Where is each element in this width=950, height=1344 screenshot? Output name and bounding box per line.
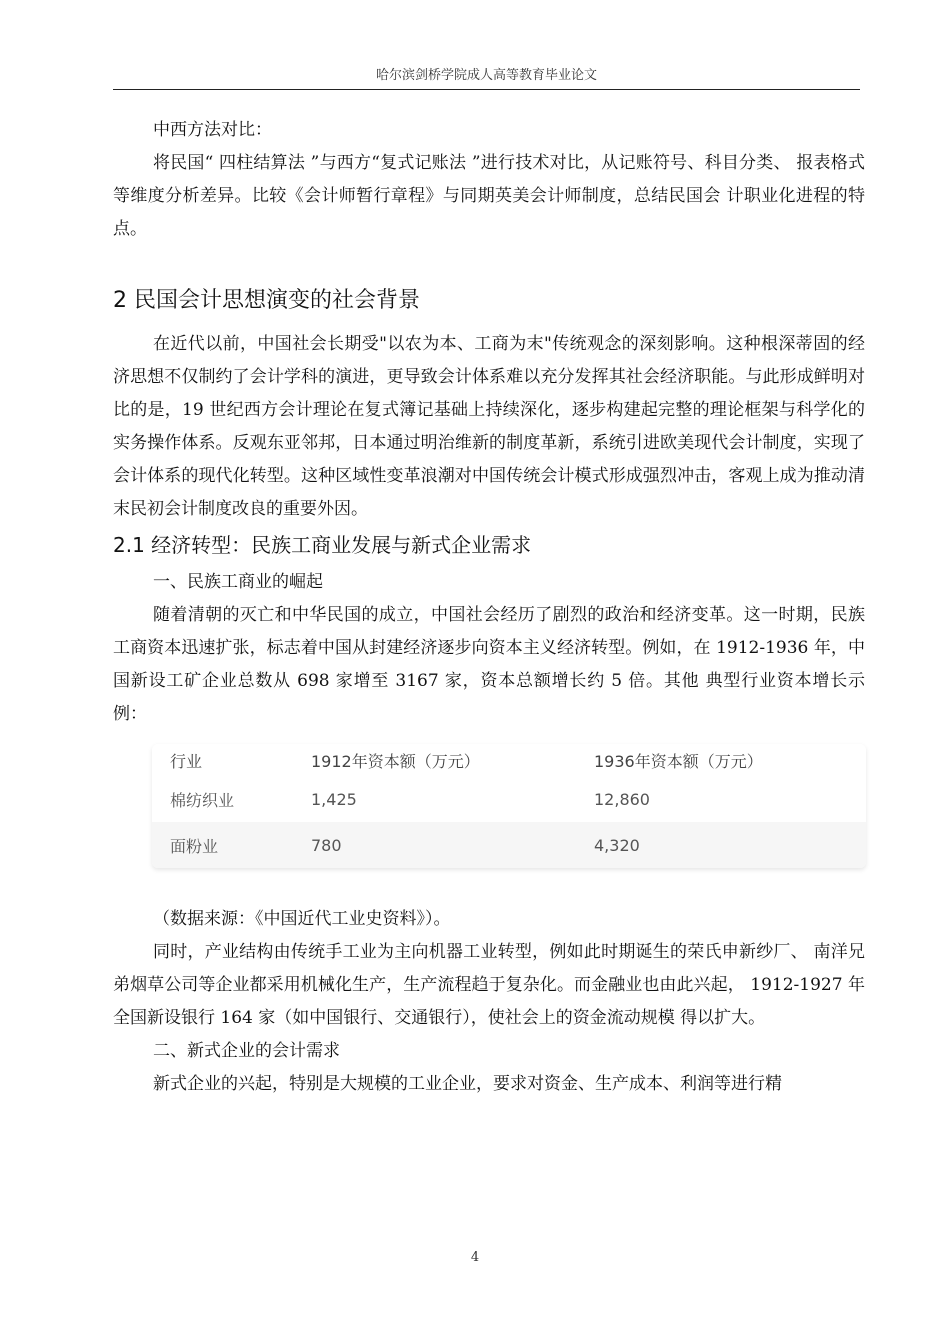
table-cell-industry: 面粉业 bbox=[170, 836, 219, 856]
section-2-heading: 2 民国会计思想演变的社会背景 bbox=[113, 288, 420, 313]
page-header: 哈尔滨剑桥学院成人高等教育毕业论文 bbox=[113, 64, 860, 90]
page-number: 4 bbox=[470, 1250, 480, 1265]
table-header-industry: 行业 bbox=[170, 751, 203, 771]
table-cell-industry: 棉纺织业 bbox=[170, 790, 235, 810]
intro-subhead: 中西方法对比： bbox=[153, 120, 272, 140]
subsection-accounting-needs-heading: 二、新式企业的会计需求 bbox=[153, 1041, 340, 1061]
after-table-content bbox=[113, 903, 865, 1101]
rise-paragraph: 随着清朝的灭亡和中华民国的成立，中国社会经历了剧烈的政治和经济变革。这一时期，民族工商资本迅速扩张，标志着中国从封建经济逐步向资本主义经济转型。例如，在 1912-1936 年，中国新设工矿企业总数从 698 家增至 3167 家，资本总额增长约 5 倍。其他 典型行业资本增长示例： bbox=[113, 605, 865, 724]
table-row bbox=[152, 776, 866, 822]
table-cell-1912: 1,425 bbox=[311, 789, 357, 809]
table-header-1912: 1912年资本额（万元） bbox=[311, 751, 480, 771]
table-row bbox=[152, 822, 866, 868]
table-cell-1936: 12,860 bbox=[594, 789, 650, 809]
capital-growth-table bbox=[152, 744, 866, 868]
table-header-row bbox=[152, 744, 866, 776]
table-cell-1936: 4,320 bbox=[594, 835, 640, 855]
section-2-1-heading: 2.1 经济转型：民族工商业发展与新式企业需求 bbox=[113, 533, 532, 557]
intro-paragraph: 将民国“ 四柱结算法 ”与西方“复式记账法 ”进行技术对比，从记账符号、科目分类、 报表格式等维度分析差异。比较《会计师暂行章程》与同期英美会计师制度，总结民国会 计职业化进程的特点。 bbox=[113, 153, 865, 239]
table-cell-1912: 780 bbox=[311, 835, 342, 855]
subsection-rise-heading: 一、民族工商业的崛起 bbox=[153, 572, 323, 592]
industry-structure-paragraph: 同时，产业结构由传统手工业为主向机器工业转型，例如此时期诞生的荣氏申新纱厂、 南洋兄弟烟草公司等企业都采用机械化生产，生产流程趋于复杂化。而金融业也由此兴起， 1912-1927 年全国新设银行 164 家（如中国银行、交通银行），使社会上的资金流动规模 得以扩大。 bbox=[113, 942, 865, 1028]
main-content bbox=[113, 114, 865, 731]
table-header-1936: 1936年资本额（万元） bbox=[594, 751, 763, 771]
accounting-needs-paragraph: 新式企业的兴起，特别是大规模的工业企业，要求对资金、生产成本、利润等进行精 bbox=[153, 1074, 782, 1094]
data-source-note: （数据来源：《中国近代工业史资料》）。 bbox=[153, 909, 451, 929]
section-2-paragraph: 在近代以前，中国社会长期受"以农为本、工商为末"传统观念的深刻影响。这种根深蒂固的经济思想不仅制约了会计学科的演进，更导致会计体系难以充分发挥其社会经济职能。与此形成鲜明对比的是，19 世纪西方会计理论在复式簿记基础上持续深化，逐步构建起完整的理论框架与科学化的实务操作体系。反观东亚邻邦，日本通过明治维新的制度革新，系统引进欧美现代会计制度，实现了会计体系的现代化转型。这种区域性变革浪潮对中国传统会计模式形成强烈冲击，客观上成为推动清末民初会计制度改良的重要外因。 bbox=[113, 334, 865, 519]
